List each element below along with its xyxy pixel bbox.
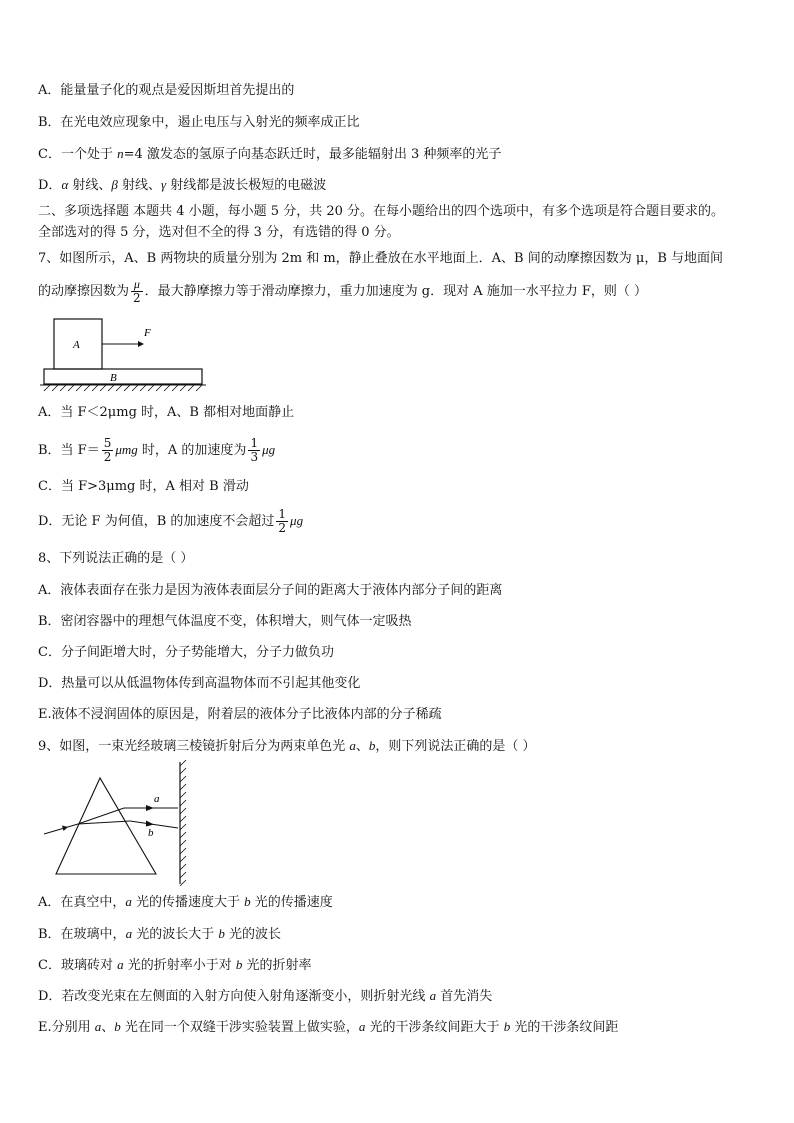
q7-b-text: B．当 F＝ bbox=[38, 443, 100, 458]
q9-c-text-3: 光的折射率 bbox=[242, 958, 312, 973]
q9-stem-text-3: ，则下列说法正确的是（ ） bbox=[375, 739, 536, 754]
q9-option-c bbox=[38, 956, 312, 975]
q7-b-fraction-1 bbox=[102, 437, 114, 464]
q9-d-text: D．若改变光束在左侧面的入射方向使入射角逐渐变小，则折射光线 bbox=[38, 989, 430, 1004]
block-b bbox=[44, 369, 202, 384]
q7-b-fraction-2 bbox=[248, 437, 260, 464]
q6-d-text-2: 射线、 bbox=[68, 178, 112, 193]
q9-stem-b: b bbox=[368, 738, 376, 753]
q7-option-d bbox=[38, 506, 303, 537]
q7-d-text: D．无论 F 为何值，B 的加速度不会超过 bbox=[38, 514, 275, 529]
q9-option-d bbox=[38, 987, 492, 1006]
q9-b-text: B．在玻璃中， bbox=[38, 927, 126, 942]
section2-line1: 二、多项选择题 本题共 4 小题，每小题 5 分，共 20 分。在每小题给出的四个选项中，有多个选项是符合题目要求的。 bbox=[38, 204, 725, 219]
fraction-numerator: 1 bbox=[250, 436, 259, 450]
q9-e-text-4: 光的干涉条纹间距大于 bbox=[365, 1020, 504, 1035]
force-arrow-head bbox=[138, 341, 144, 347]
q9-option-b bbox=[38, 925, 281, 944]
q9-e-var-b-2: b bbox=[503, 1019, 511, 1034]
q9-stem-text: 9、如图，一束光经玻璃三棱镜折射后分为两束单色光 bbox=[38, 739, 350, 754]
q9-e-var-a: a bbox=[94, 1019, 102, 1034]
q8-option-a: A．液体表面存在张力是因为液体表面层分子间的距离大于液体内部分子间的距离 bbox=[38, 583, 503, 598]
q6-d-gamma: γ bbox=[161, 177, 167, 192]
fraction-denominator: 2 bbox=[133, 291, 141, 305]
fraction-denominator: 2 bbox=[278, 521, 287, 535]
q6-d-text: D． bbox=[38, 178, 62, 193]
q9-e-var-a-2: a bbox=[358, 1019, 366, 1034]
q7-b-text-2: 时，A 的加速度为 bbox=[137, 443, 247, 458]
q9-b-var-b: b bbox=[218, 926, 225, 941]
q7-option-a: A．当 F＜2μmg 时，A、B 都相对地面静止 bbox=[38, 405, 295, 420]
q7-d-expr: μg bbox=[290, 513, 304, 528]
ray-a-arrow bbox=[146, 805, 154, 811]
q7-b-expr-1: μmg bbox=[115, 442, 138, 457]
q8-option-d: D．热量可以从低温物体传到高温物体而不引起其他变化 bbox=[38, 676, 361, 691]
force-label: F bbox=[144, 327, 151, 339]
q7-block-figure bbox=[40, 316, 206, 392]
q9-prism-figure bbox=[38, 760, 190, 886]
incident-ray bbox=[44, 824, 78, 834]
q9-e-text-3: 光在同一个双缝干涉实验装置上做实验， bbox=[120, 1020, 359, 1035]
fraction-numerator: 1 bbox=[278, 507, 287, 521]
q6-c-text-2: =4 激发态的氢原子向基态跃迁时，最多能辐射出 3 种频率的光子 bbox=[123, 147, 502, 162]
q9-b-var-a: a bbox=[125, 926, 133, 941]
fraction-denominator: 2 bbox=[103, 450, 112, 464]
q8-stem: 8、下列说法正确的是（ ） bbox=[38, 551, 194, 566]
ray-b-arrow bbox=[146, 821, 154, 827]
q7-stem-line1: 7、如图所示，A、B 两物块的质量分别为 2m 和 m，静止叠放在水平地面上．A、B 间的动摩擦因数为 μ，B 与地面间 bbox=[38, 251, 724, 266]
q9-a-text-3: 光的传播速度 bbox=[250, 895, 333, 910]
q9-c-var-a: a bbox=[117, 957, 124, 972]
q6-option-d bbox=[38, 176, 326, 195]
q9-a-var-a: a bbox=[125, 894, 132, 909]
q7-option-b bbox=[38, 435, 275, 466]
q9-a-text: A．在真空中， bbox=[38, 895, 126, 910]
screen-hatching bbox=[180, 760, 186, 886]
q9-e-var-b: b bbox=[114, 1019, 121, 1034]
q9-b-text-3: 光的波长 bbox=[224, 927, 281, 942]
q9-e-text: E.分别用 bbox=[38, 1020, 95, 1035]
q9-a-var-b: b bbox=[244, 894, 251, 909]
q9-option-a bbox=[38, 893, 333, 912]
q6-c-text: C．一个处于 bbox=[38, 147, 118, 162]
q6-c-var: n bbox=[117, 146, 124, 161]
q6-d-beta: β bbox=[111, 177, 118, 192]
q9-e-text-2: 、 bbox=[101, 1020, 115, 1035]
q9-d-text-2: 首先消失 bbox=[436, 989, 493, 1004]
q7-stem-line2 bbox=[38, 277, 647, 307]
block-a-label: A bbox=[73, 339, 80, 351]
q6-d-text-3: 射线、 bbox=[117, 178, 162, 193]
q8-option-c: C．分子间距增大时，分子势能增大，分子力做负功 bbox=[38, 645, 334, 660]
q9-e-text-5: 光的干涉条纹间距 bbox=[510, 1020, 619, 1035]
q6-d-alpha: α bbox=[61, 177, 69, 192]
q6-option-b: B．在光电效应现象中，遏止电压与入射光的频率成正比 bbox=[38, 115, 360, 130]
ground-hatching bbox=[44, 385, 202, 391]
incident-arrow bbox=[62, 826, 68, 832]
q6-option-a: A．能量量子化的观点是爱因斯坦首先提出的 bbox=[38, 83, 295, 98]
q7-stem-text-2: ．最大静摩擦力等于滑动摩擦力，重力加速度为 g．现对 A 施加一水平拉力 F，则（ ） bbox=[144, 284, 648, 299]
section2-line2: 全部选对的得 5 分，选对但不全的得 3 分，有选错的得 0 分。 bbox=[38, 225, 400, 240]
q9-stem-text-2: 、 bbox=[355, 739, 369, 754]
fraction-numerator: μ bbox=[131, 278, 143, 292]
q9-option-e bbox=[38, 1018, 618, 1037]
q7-stem-text: 的动摩擦因数为 bbox=[38, 284, 130, 299]
q9-c-text-2: 光的折射率小于对 bbox=[123, 958, 236, 973]
q7-stem-fraction bbox=[131, 278, 143, 305]
q7-b-expr-2: μg bbox=[262, 442, 276, 457]
q8-option-b: B．密闭容器中的理想气体温度不变，体积增大，则气体一定吸热 bbox=[38, 614, 412, 629]
ray-b-label: b bbox=[148, 827, 154, 839]
q9-stem bbox=[38, 737, 536, 756]
ray-a-label: a bbox=[154, 793, 160, 805]
q6-d-text-4: 射线都是波长极短的电磁波 bbox=[166, 178, 327, 193]
q6-option-c bbox=[38, 145, 501, 164]
q7-option-c: C．当 F>3μmg 时，A 相对 B 滑动 bbox=[38, 479, 249, 494]
q9-c-var-b: b bbox=[235, 957, 243, 972]
q9-b-text-2: 光的波长大于 bbox=[132, 927, 219, 942]
fraction-denominator: 3 bbox=[250, 450, 259, 464]
q9-c-text: C．玻璃砖对 bbox=[38, 958, 118, 973]
q9-stem-a: a bbox=[349, 738, 356, 753]
block-b-label: B bbox=[110, 372, 117, 384]
q9-a-text-2: 光的传播速度大于 bbox=[131, 895, 245, 910]
fraction-numerator: 5 bbox=[103, 436, 112, 450]
q8-option-e: E.液体不浸润固体的原因是，附着层的液体分子比液体内部的分子稀疏 bbox=[38, 707, 442, 722]
q7-d-fraction bbox=[276, 508, 288, 535]
q9-d-var-a: a bbox=[429, 988, 437, 1003]
